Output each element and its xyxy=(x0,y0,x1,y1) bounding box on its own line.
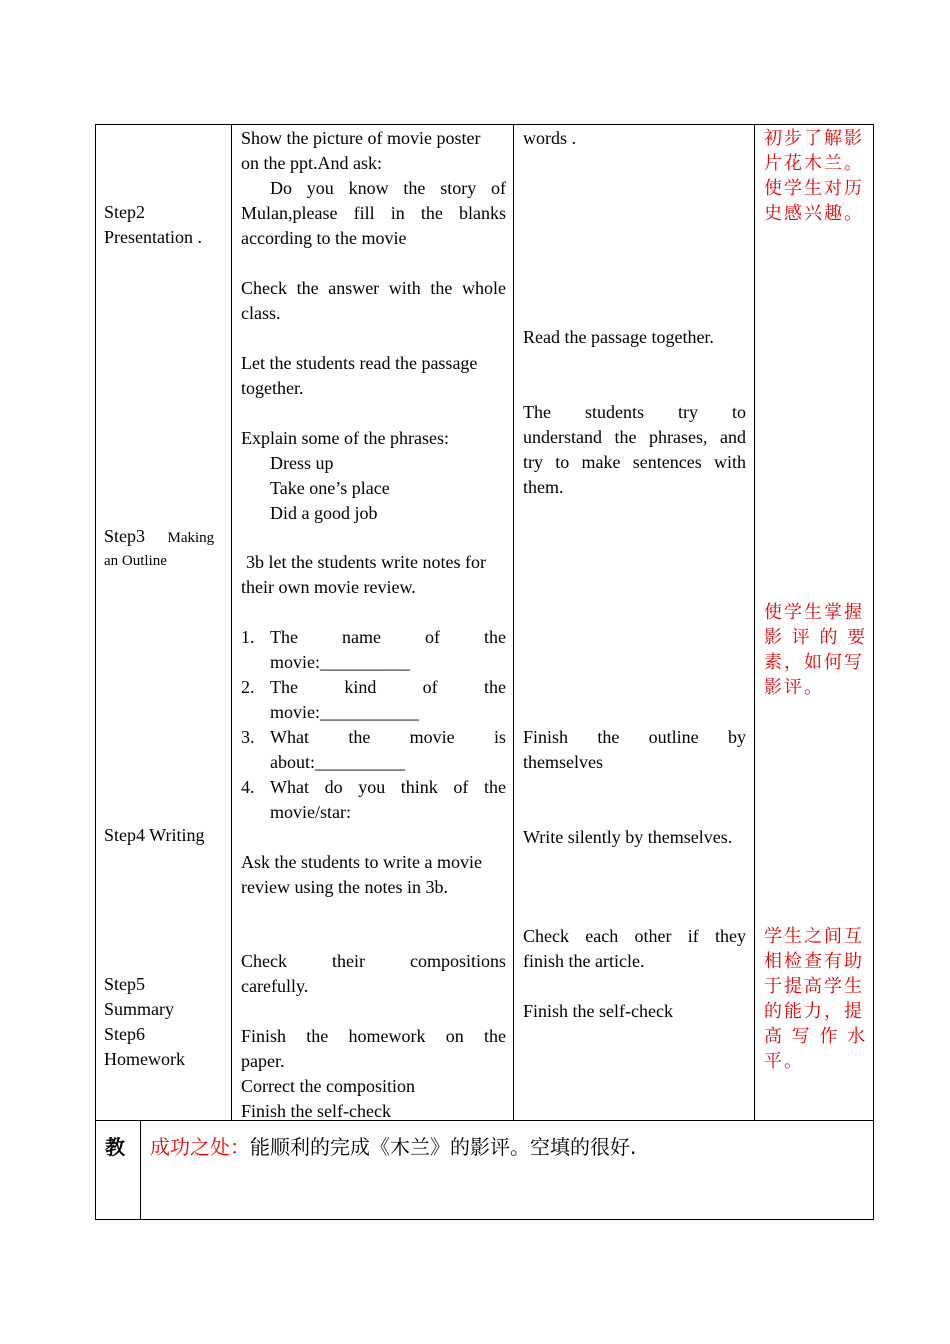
step6-title: Homework xyxy=(104,1049,185,1069)
finish-outline-line1: Finish the outline by xyxy=(523,727,746,747)
notes-3b-line1: 3b let the students write notes for xyxy=(246,552,486,572)
show-poster-line1: Show the picture of movie poster xyxy=(241,128,481,148)
check-answer-line1: Check the answer with the whole xyxy=(241,278,506,298)
read-together: Read the passage together. xyxy=(523,327,714,347)
col-divider-1 xyxy=(231,124,232,1120)
purpose2-line1: 使学生掌握 xyxy=(764,602,864,623)
step5-label: Step5 xyxy=(104,974,146,994)
outline-num-2: 2. xyxy=(241,677,255,697)
purpose3-line2: 相检查有助 xyxy=(764,951,864,972)
purpose2-line3: 素，如何写 xyxy=(764,652,864,673)
purpose1-line1: 初步了解影 xyxy=(764,128,864,149)
check-comp-line2: carefully. xyxy=(241,976,309,996)
outline-item-3-line1: What the movie is xyxy=(270,727,506,747)
col-divider-2 xyxy=(513,124,514,1120)
student-self-check: Finish the self-check xyxy=(523,1001,673,1021)
read-passage-line1: Let the students read the passage xyxy=(241,353,478,373)
words-line: words . xyxy=(523,128,576,148)
homework-line1: Finish the homework on the xyxy=(241,1026,506,1046)
understand-line3: try to make sentences with xyxy=(523,452,746,472)
teacher-self-check: Finish the self-check xyxy=(241,1101,391,1121)
understand-line2: understand the phrases, and xyxy=(523,427,746,447)
check-each-line2: finish the article. xyxy=(523,951,645,971)
outline-num-1: 1. xyxy=(241,627,255,647)
outline-item-4-line2: movie/star: xyxy=(270,802,351,822)
reflection-label: 教 xyxy=(105,1135,125,1159)
outline-item-4-line1: What do you think of the xyxy=(270,777,506,797)
understand-line4: them. xyxy=(523,477,564,497)
lesson-plan-table xyxy=(95,124,874,1220)
purpose3-line1: 学生之间互 xyxy=(764,926,864,947)
phrase-dress-up: Dress up xyxy=(270,453,334,473)
outline-item-3-line2: about:__________ xyxy=(270,752,405,772)
purpose1-line2: 片花木兰。 xyxy=(764,153,864,174)
outline-item-2-line1: The kind of the xyxy=(270,677,506,697)
check-comp-line1: Check their compositions xyxy=(241,951,506,971)
outline-item-1-line1: The name of the xyxy=(270,627,506,647)
step2-title: Presentation . xyxy=(104,227,202,247)
reflection-text xyxy=(150,1133,636,1161)
step5-title: Summary xyxy=(104,999,174,1019)
step6-label: Step6 xyxy=(104,1024,146,1044)
purpose1-line4: 史感兴趣。 xyxy=(764,203,864,224)
finish-outline-line2: themselves xyxy=(523,752,603,772)
purpose3-line4: 的能力，提 xyxy=(764,1001,864,1022)
show-poster-line2: on the ppt.And ask: xyxy=(241,153,382,173)
col-divider-3 xyxy=(754,124,755,1120)
phrase-take-place: Take one’s place xyxy=(270,478,390,498)
correct-composition: Correct the composition xyxy=(241,1076,415,1096)
explain-phrases: Explain some of the phrases: xyxy=(241,428,449,448)
ask-write-line2: review using the notes in 3b. xyxy=(241,877,448,897)
check-answer-line2: class. xyxy=(241,303,281,323)
purpose1-line3: 使学生对历 xyxy=(764,178,864,199)
purpose3-line5: 高 写 作 水 xyxy=(764,1026,868,1047)
step3-label: Step3 Making xyxy=(104,526,215,546)
step3-title: an Outline xyxy=(104,553,167,569)
understand-line1: The students try to xyxy=(523,402,746,422)
reflection-body: 能顺利的完成《木兰》的影评。空填的很好. xyxy=(250,1135,637,1159)
write-silently: Write silently by themselves. xyxy=(523,827,733,847)
check-each-line1: Check each other if they xyxy=(523,926,746,946)
outline-item-1-line2: movie:__________ xyxy=(270,652,410,672)
reflection-heading: 成功之处： xyxy=(150,1135,250,1159)
homework-line2: paper. xyxy=(241,1051,285,1071)
mulan-question-line3: according to the movie xyxy=(241,228,407,248)
phrase-good-job: Did a good job xyxy=(270,503,378,523)
outline-num-4: 4. xyxy=(241,777,255,797)
row-divider xyxy=(95,1120,873,1121)
ask-write-line1: Ask the students to write a movie xyxy=(241,852,482,872)
step2-label: Step2 xyxy=(104,202,146,222)
purpose2-line2: 影 评 的 要 xyxy=(764,627,868,648)
purpose3-line6: 平。 xyxy=(764,1051,804,1072)
outline-item-2-line2: movie:___________ xyxy=(270,702,419,722)
read-passage-line2: together. xyxy=(241,378,304,398)
step4-label: Step4 Writing xyxy=(104,825,205,845)
mulan-question-line1: Do you know the story of xyxy=(270,178,506,198)
notes-3b-line2: their own movie review. xyxy=(241,577,416,597)
mulan-question-line2: Mulan,please fill in the blanks xyxy=(241,203,506,223)
purpose3-line3: 于提高学生 xyxy=(764,976,864,997)
purpose2-line4: 影评。 xyxy=(764,677,824,698)
outline-num-3: 3. xyxy=(241,727,255,747)
reflection-divider xyxy=(140,1120,141,1219)
